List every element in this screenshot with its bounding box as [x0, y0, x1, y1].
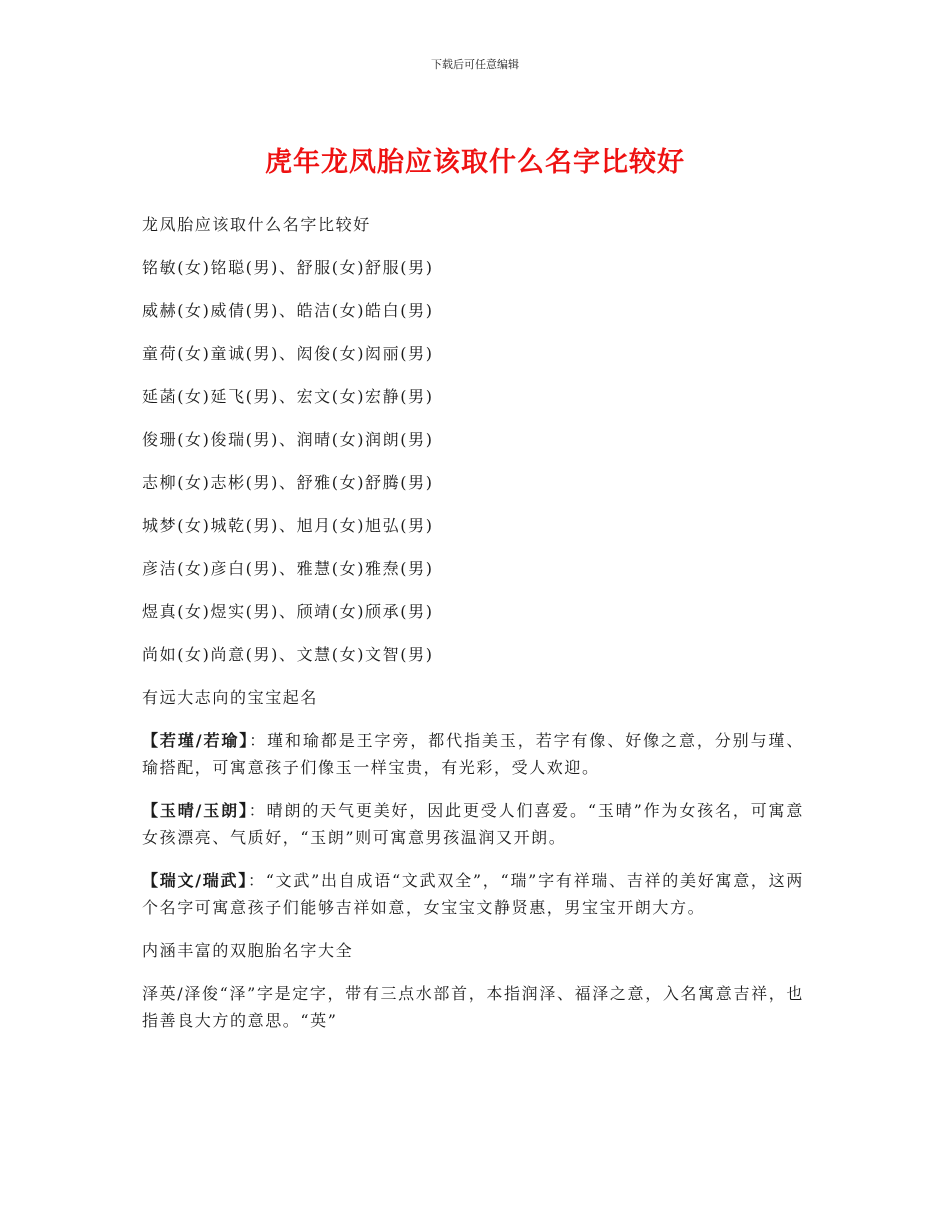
- name-pair-line: 威赫(女)威倩(男)、皓洁(女)皓白(男): [142, 301, 434, 320]
- intro-line: 龙凤胎应该取什么名字比较好: [142, 215, 371, 234]
- closing-paragraph: 泽英/泽俊“泽”字是定字，带有三点水部首，本指润泽、福泽之意，入名寓意吉祥，也指善良大方的意思。“英”: [142, 984, 804, 1030]
- name-entry-term: 【若瑾/若瑜】: [142, 731, 250, 750]
- name-entry-term: 【瑞文/瑞武】: [142, 871, 249, 890]
- name-pair-line: 俊珊(女)俊瑞(男)、润晴(女)润朗(男): [142, 430, 434, 449]
- name-entry-term: 【玉晴/玉朗】: [142, 801, 249, 820]
- name-pair-line: 童荷(女)童诚(男)、闳俊(女)闳丽(男): [142, 344, 434, 363]
- document-body: [142, 211, 804, 1050]
- name-entry-paragraph: [142, 867, 804, 921]
- name-pair-line: 延菡(女)延飞(男)、宏文(女)宏静(男): [142, 387, 434, 406]
- name-entry-paragraph: [142, 727, 804, 781]
- section-heading: 有远大志向的宝宝起名: [142, 688, 319, 707]
- name-pair-line: 志柳(女)志彬(男)、舒雅(女)舒腾(男): [142, 473, 434, 492]
- name-pair-line: 城梦(女)城乾(男)、旭月(女)旭弘(男): [142, 516, 434, 535]
- name-pair-line: 煜真(女)煜实(男)、颀靖(女)颀承(男): [142, 602, 434, 621]
- name-pair-line: 尚如(女)尚意(男)、文慧(女)文智(男): [142, 645, 434, 664]
- section-heading: 内涵丰富的双胞胎名字大全: [142, 941, 354, 960]
- name-entry-text: ：瑾和瑜都是王字旁，都代指美玉，若字有像、好像之意，分别与瑾、瑜搭配，可寓意孩子们像玉一样宝贵，有光彩，受人欢迎。: [142, 731, 805, 777]
- header-note: 下载后可任意编辑: [431, 58, 519, 71]
- name-pair-line: 彦洁(女)彦白(男)、雅慧(女)雅焘(男): [142, 559, 434, 578]
- name-pair-line: 铭敏(女)铭聪(男)、舒服(女)舒服(男): [142, 258, 434, 277]
- name-entry-text: ：“文武”出自成语“文武双全”，“瑞”字有祥瑞、吉祥的美好寓意，这两个名字可寓意孩子们能够吉祥如意，女宝宝文静贤惠，男宝宝开朗大方。: [142, 871, 805, 917]
- name-entry-paragraph: [142, 797, 804, 851]
- document-title: 虎年龙凤胎应该取什么名字比较好: [265, 147, 685, 178]
- name-entry-text: ：晴朗的天气更美好，因此更受人们喜爱。“玉晴”作为女孩名，可寓意女孩漂亮、气质好，“玉朗”则可寓意男孩温润又开朗。: [142, 801, 805, 847]
